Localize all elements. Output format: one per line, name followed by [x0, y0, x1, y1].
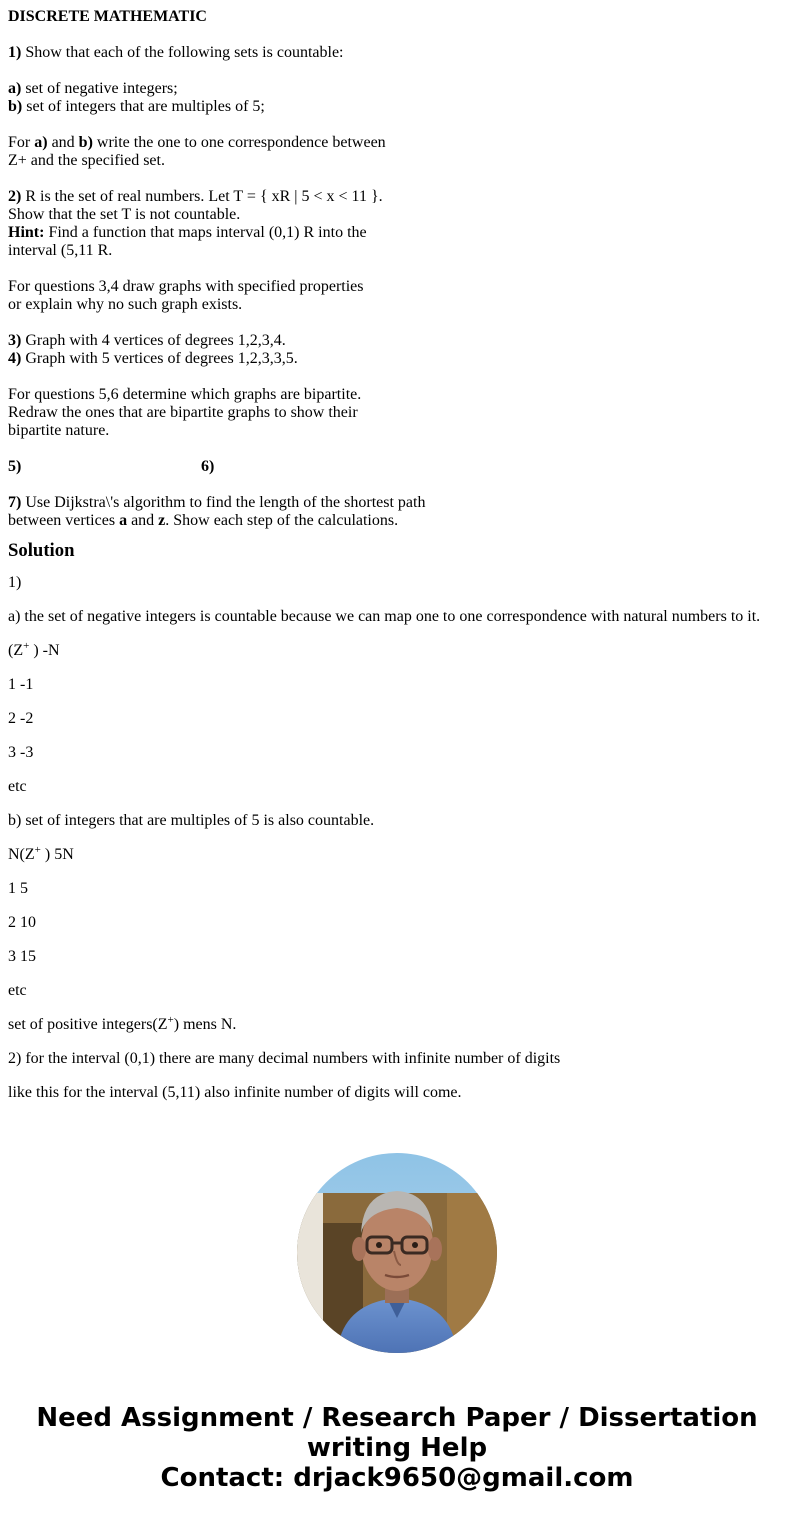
question-block [8, 8, 778, 530]
questions-3-4-intro-cont: or explain why no such graph exists. [8, 296, 243, 313]
solution-heading: Solution [8, 540, 75, 561]
solution-line: N(Z+ ) 5N [8, 844, 74, 863]
solution-line: 2 10 [8, 914, 36, 931]
solution-line: 3 -3 [8, 744, 34, 761]
solution-line: etc [8, 778, 27, 795]
solution-line: etc [8, 982, 27, 999]
question-2: 2) R is the set of real numbers. Let T = { xR | 5 < x < 11 }. [8, 188, 383, 205]
question-4: 4) Graph with 5 vertices of degrees 1,2,3,3,5. [8, 350, 298, 367]
author-portrait [297, 1153, 497, 1353]
solution-line: (Z+ ) -N [8, 640, 60, 659]
solution-line: a) the set of negative integers is countable because we can map one to one correspondence with natural numbers to it. [8, 608, 761, 625]
author-avatar [297, 1153, 497, 1353]
question-1: 1) Show that each of the following sets is countable: [8, 44, 344, 61]
solution-line: set of positive integers(Z+) mens N. [8, 1014, 237, 1033]
promo-line: writing Help [306, 1433, 488, 1463]
promo-contact: Contact: drjack9650@gmail.com [160, 1463, 634, 1493]
solution-line: 1) [8, 574, 22, 591]
question-2-hint-cont: interval (5,11 R. [8, 242, 113, 259]
question-7-cont: between vertices a and z. Show each step of the calculations. [8, 512, 399, 529]
question-7: 7) Use Dijkstra\'s algorithm to find the length of the shortest path [8, 494, 426, 511]
solution-line: b) set of integers that are multiples of 5 is also countable. [8, 812, 375, 829]
question-1-instruction-cont: Z+ and the specified set. [8, 152, 165, 169]
questions-3-4-intro: For questions 3,4 draw graphs with specified properties [8, 278, 364, 295]
promo-line: Need Assignment / Research Paper / Dissertation [36, 1403, 758, 1433]
question-2-hint: Hint: Find a function that maps interval (0,1) R into the [8, 224, 367, 241]
document-title: DISCRETE MATHEMATIC [8, 8, 207, 25]
solution-line: 2 -2 [8, 710, 34, 727]
question-5-label: 5) [8, 458, 22, 475]
question-1a: a) set of negative integers; [8, 80, 178, 97]
question-1-instruction: For a) and b) write the one to one correspondence between [8, 134, 386, 151]
questions-5-6-intro-cont2: bipartite nature. [8, 422, 110, 439]
solution-line: 1 5 [8, 880, 28, 897]
questions-5-6-intro: For questions 5,6 determine which graphs are bipartite. [8, 386, 362, 403]
solution-line: 3 15 [8, 948, 36, 965]
question-3: 3) Graph with 4 vertices of degrees 1,2,3,4. [8, 332, 286, 349]
solution-line: 1 -1 [8, 676, 34, 693]
questions-5-6-intro-cont: Redraw the ones that are bipartite graphs to show their [8, 404, 358, 421]
solution-line: like this for the interval (5,11) also infinite number of digits will come. [8, 1084, 462, 1101]
question-1b: b) set of integers that are multiples of 5; [8, 98, 265, 115]
solution-section [8, 540, 786, 1118]
solution-line: 2) for the interval (0,1) there are many decimal numbers with infinite number of digits [8, 1050, 561, 1067]
promo-banner [0, 1403, 794, 1493]
question-2-cont: Show that the set T is not countable. [8, 206, 241, 223]
questions-5-6-labels [8, 458, 778, 476]
question-6-label: 6) [201, 458, 215, 475]
